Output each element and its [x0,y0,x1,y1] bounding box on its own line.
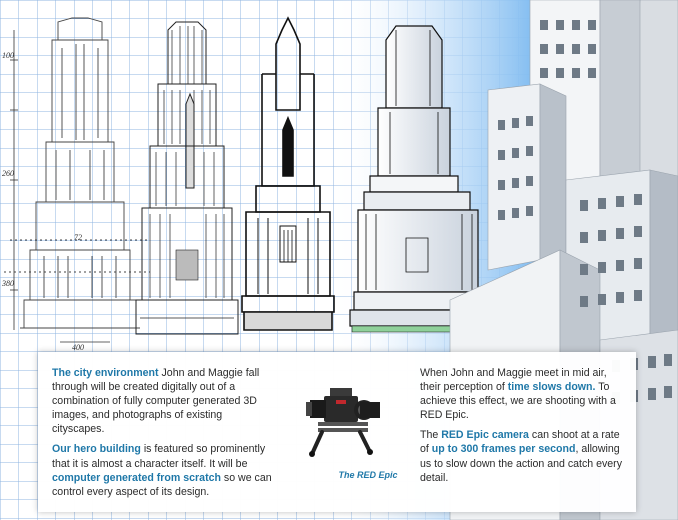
time-slows-paragraph [420,366,626,422]
left-column [52,366,272,505]
highlight-hero-building: Our hero building [52,443,141,456]
highlight-time-slows: time slows down. [507,381,596,394]
text-mid-air: When John and Maggie meet in mid air, their perception of [420,367,607,394]
dim-label-side: 72 [74,233,82,242]
highlight-computer-generated: computer generated from scratch [52,471,221,484]
text-shoot-rate: can shoot at a rate of [420,429,620,456]
text-the: The [420,429,442,442]
dim-label-top: 100 [2,51,14,60]
text-design-control: so we can control every aspect of its design. [52,471,272,498]
info-panel [38,352,636,512]
red-epic-paragraph [420,428,626,484]
highlight-red-epic-camera: RED Epic camera [441,429,529,442]
text-city-environment: John and Maggie fall through will be created digitally out of a combination of fully computer generated 3D images, and photographs of existing cityscapes. [52,367,260,436]
dim-label-mid: 260 [2,169,14,178]
text-hero-building: is featured so prominently that it is almost a character itself. It will be [52,443,266,470]
dim-label-low: 380 [2,279,14,288]
city-environment-paragraph [52,366,272,436]
hero-building-paragraph [52,442,272,498]
highlight-frame-rate: up to 300 frames per second [431,443,576,456]
highlight-city-environment: The city environment [52,367,159,379]
camera-caption: The RED Epic [338,470,398,480]
text-shooting-red-epic: To achieve this effect, we are shooting with a RED Epic. [420,381,616,422]
red-epic-camera-image [300,382,384,466]
text-slow-down-action: , allowing us to slow down the action and catch every detail. [420,443,622,484]
right-column [420,366,626,491]
dim-label-base: 400 [72,343,84,352]
